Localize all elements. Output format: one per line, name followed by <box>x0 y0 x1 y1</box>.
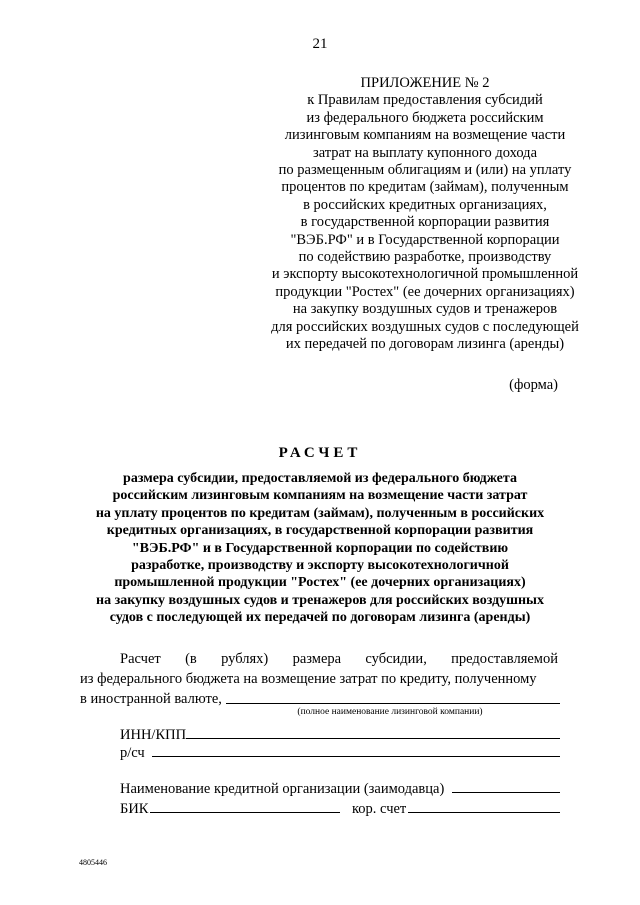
intro-word: Расчет <box>120 651 161 667</box>
company-name-caption: (полное наименование лизинговой компании) <box>297 707 483 717</box>
appendix-line: лизинговым компаниям на возмещение части <box>284 127 566 144</box>
appendix-line: для российских воздушных судов с последующей <box>271 318 579 335</box>
intro-word: размера <box>292 651 342 667</box>
appendix-line: процентов по кредитам (займам), полученным <box>281 179 569 196</box>
appendix-line: ПРИЛОЖЕНИЕ № 2 <box>360 75 490 91</box>
subtitle-line: российским лизинговым компаниям на возмещение части затрат <box>112 488 528 504</box>
appendix-line: их передачей по договорам лизинга (аренды) <box>285 336 565 353</box>
appendix-line: из федерального бюджета российским <box>306 109 544 126</box>
intro-word: рублях) <box>221 651 269 667</box>
account-field[interactable] <box>152 756 560 757</box>
subtitle-line: судов с последующей их передачей по договорам лизинга (аренды) <box>109 610 531 626</box>
account-label: р/сч <box>120 745 145 761</box>
subtitle-line: размера субсидии, предоставляемой из федерального бюджета <box>123 471 517 486</box>
subtitle-line: кредитных организациях, в государственной корпорации развития <box>106 523 534 539</box>
calculation-title: РАСЧЕТ <box>278 445 362 461</box>
calculation-subtitle <box>60 470 580 627</box>
intro-word: (в <box>185 651 197 667</box>
intro-line-2: из федерального бюджета на возмещение затрат по кредиту, полученному <box>80 671 537 687</box>
credit-org-label: Наименование кредитной организации (заимодавца) <box>120 781 445 797</box>
intro-line-3: в иностранной валюте, <box>80 691 222 707</box>
corr-account-field[interactable] <box>408 812 560 813</box>
intro-word: субсидии, <box>365 651 427 667</box>
credit-org-field[interactable] <box>452 792 560 793</box>
appendix-line: в государственной корпорации развития <box>300 214 550 231</box>
document-code: 4805446 <box>79 858 107 867</box>
appendix-line: по содействию разработке, производству <box>298 249 552 266</box>
subtitle-line: разработке, производству и экспорту высокотехнологичной <box>131 558 509 574</box>
appendix-header <box>240 75 610 354</box>
appendix-line: по размещенным облигациям и (или) на уплату <box>278 162 572 179</box>
subtitle-line: на закупку воздушных судов и тренажеров для российских воздушных <box>96 592 544 608</box>
bik-label: БИК <box>120 801 149 817</box>
appendix-line: к Правилам предоставления субсидий <box>307 92 543 109</box>
intro-line-1 <box>120 650 558 668</box>
page-number: 21 <box>312 36 328 52</box>
appendix-line: в российских кредитных организациях, <box>303 196 547 213</box>
inn-kpp-label: ИНН/КПП <box>120 727 187 743</box>
subtitle-line: промышленной продукции "Ростех" (ее дочерних организациях) <box>114 575 526 591</box>
bik-field[interactable] <box>150 812 340 813</box>
corr-account-label: кор. счет <box>352 801 407 817</box>
subtitle-line: на уплату процентов по кредитам (займам), полученным в российских <box>95 505 545 521</box>
subtitle-line: "ВЭБ.РФ" и в Государственной корпорации по содействию <box>131 540 509 556</box>
appendix-line: на закупку воздушных судов и тренажеров <box>292 301 558 318</box>
inn-kpp-field[interactable] <box>186 738 560 739</box>
appendix-line: затрат на выплату купонного дохода <box>313 144 537 161</box>
company-name-field[interactable] <box>226 703 560 704</box>
intro-word: предоставляемой <box>451 651 558 667</box>
form-label: (форма) <box>509 377 558 393</box>
appendix-line: "ВЭБ.РФ" и в Государственной корпорации <box>290 231 560 248</box>
appendix-line: и экспорту высокотехнологичной промышленной <box>271 266 579 283</box>
appendix-line: продукции "Ростех" (ее дочерних организациях) <box>275 283 575 300</box>
